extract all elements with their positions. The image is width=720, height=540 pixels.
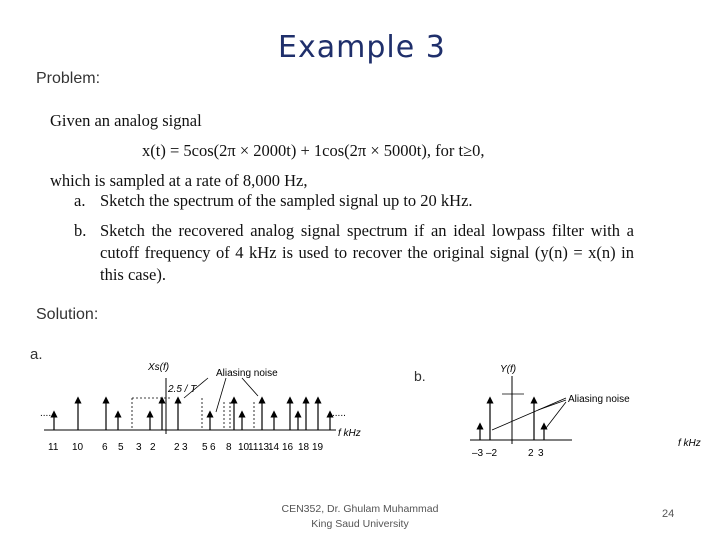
footer-course: CEN352, Dr. Ghulam Muhammad [281,503,439,515]
amplitude-label: 2.5 / T [168,384,197,395]
tick-label-a: 2 [174,442,180,453]
tick-label-a: 3 [136,442,142,453]
tick-label-b: 3 [538,448,544,459]
figure-a-annotation: Aliasing noise [216,368,278,379]
tick-label-a: 10 [238,442,250,453]
figure-b-tick-labels [472,448,544,459]
tick-label-a: 8 [226,442,232,453]
problem-label: Problem: [36,70,101,87]
right-dots: ..... [332,408,346,419]
given-line: Given an analog signal [50,111,202,130]
sampled-spectrum-figure [36,358,376,458]
solution-label: Solution: [36,306,99,323]
signal-equation: x(t) = 5cos(2π × 2000t) + 1cos(2π × 5000t), for t≥0, [142,141,485,160]
tick-label-a: 5 [118,442,124,453]
recovered-spectrum-figure [462,360,714,460]
spectral-lines [78,392,318,430]
tick-label-a: 16 [282,442,294,453]
left-dots: ..... [40,408,54,419]
tick-label-b: –2 [486,448,498,459]
short-spectral-lines [54,414,330,430]
problem-item-a [74,190,634,212]
figure-b-annotation: Aliasing noise [568,394,630,405]
item-b-marker: b. [74,221,87,240]
figure-a-ylabel: Xs(f) [148,362,170,373]
figure-a-xlabel: f kHz [338,428,361,439]
tick-label-a: 10 [72,442,84,453]
tick-label-a: 6 [102,442,108,453]
tick-label-a: 19 [312,442,324,453]
figure-a-tick-labels [48,442,324,453]
footer-university: King Saud University [311,518,409,530]
slide-footer [250,502,470,532]
tick-label-a: 18 [298,442,310,453]
tick-label-a: 3 [182,442,188,453]
tick-label-a: 6 [210,442,216,453]
tick-label-a: 13 [258,442,270,453]
tick-label-a: 11 [48,442,59,453]
tick-label-a: 11 [248,442,259,453]
aliasing-pointers-b [492,398,566,430]
item-b-text: Sketch the recovered analog signal spectrum if an ideal lowpass filter with a cutoff frequency of 4 kHz is used to recover the original signal (y(n) = x(n) in this case). [100,221,634,284]
tick-label-a: 14 [268,442,280,453]
tick-label-a: 2 [150,442,156,453]
part-a-label: a. [30,346,43,363]
figure-b-ylabel: Y(f) [500,364,517,375]
tick-label-a: 5 [202,442,208,453]
tick-label-b: –3 [472,448,484,459]
item-a-text: Sketch the spectrum of the sampled signal up to 20 kHz. [100,191,473,210]
problem-item-b [74,220,634,286]
figure-b-xlabel: f kHz [678,438,701,449]
item-a-marker: a. [74,191,86,210]
sampling-line: which is sampled at a rate of 8,000 Hz, [50,171,308,190]
slide-title: Example 3 [278,30,446,65]
page-number: 24 [662,508,675,520]
tick-label-b: 2 [528,448,534,459]
part-b-label: b. [414,368,426,384]
